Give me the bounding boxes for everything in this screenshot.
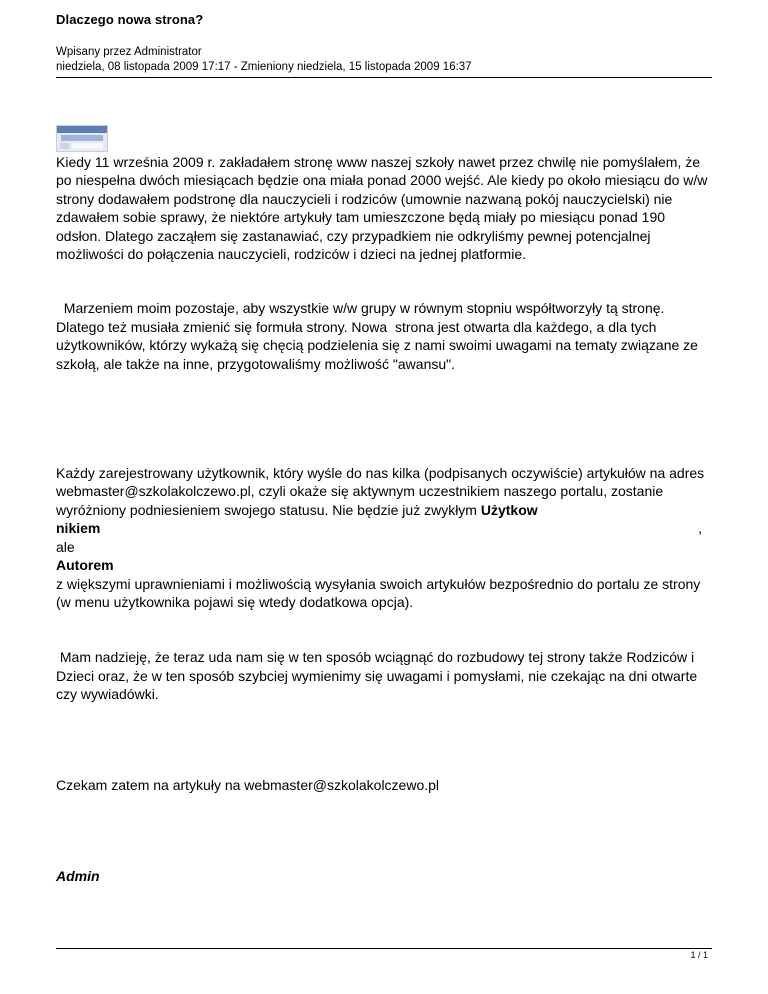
page-title: Dlaczego nowa strona?: [56, 12, 204, 27]
paragraph-3-ale: ale: [56, 538, 75, 555]
thumbnail-banner: [61, 135, 103, 141]
paragraph-3: [56, 464, 712, 611]
thumbnail-sidebar: [60, 143, 69, 149]
paragraph-3-tail: z większymi uprawnieniami i możliwością wysyłania swoich artykułów bezpośrednio do portalu ze strony (w menu użytkownika pojawi się wtedy dodatkowa opcja).: [56, 575, 701, 610]
paragraph-4: Mam nadzieję, że teraz uda nam się w ten sposób wciągnąć do rozbudowy tej strony także Rodziców i Dzieci oraz, że w ten sposób szybciej wymienimy się uwagami i pomysłami, nie czekając na dni otwarte czy wywiadówki.: [56, 649, 702, 703]
paragraph-1: Kiedy 11 września 2009 r. zakładałem stronę www naszej szkoły nawet przez chwilę nie pomyślałem, że po niespełna dwóch miesiącach będzie ona miała ponad 2000 wejść. Ale kiedy po około miesiącu do w/w strony dodawałem podstronę dla nauczycieli i rodziców (umownie nazwaną pokój nauczycielski) nie zdawałem sobie sprawy, że niektóre artykuły tam umieszczone będą miały po miesiącu ponad 190 odsłon. Dlatego zacząłem się zastanawiać, czy przypadkiem nie odkryliśmy pewnej potencjalnej możliwości do połączenia nauczycieli, rodziców i dzieci na jednej platformie.: [56, 154, 708, 263]
paragraph-5: Czekam zatem na artykuły na webmaster@szkolakolczewo.pl: [56, 776, 440, 793]
dates-line: niedziela, 08 listopada 2009 17:17 - Zmieniony niedziela, 15 listopada 2009 16:37: [56, 61, 472, 73]
article-body: [56, 153, 712, 885]
role-comma: ,: [698, 520, 702, 537]
user-role-bold-start: Użytkow: [480, 501, 538, 518]
footer-divider: [56, 948, 712, 949]
author-line: Wpisany przez Administrator: [56, 46, 202, 58]
thumbnail-header-band: [57, 126, 107, 133]
user-role-bold-end: nikiem: [56, 520, 101, 537]
paragraph-3-role-line: [56, 519, 712, 537]
paragraph-3-text: Każdy zarejestrowany użytkownik, który wyśle do nas kilka (podpisanych oczywiście) artykułów na adres webmaster@szkolakolczewo.pl, czyli okaże się aktywnym uczestnikiem naszego portalu, zostanie wyróżniony podniesieniem swojego statusu. Nie będzie już zwykłym: [56, 465, 705, 518]
website-screenshot-thumbnail: [56, 125, 108, 152]
paragraph-2: Marzeniem moim pozostaje, aby wszystkie w/w grupy w równym stopniu współtworzyły tą stronę. Dlatego też musiała zmienić się formuła strony. Nowa strona jest otwarta dla każdego, a dla tych użytkowników, którzy wykażą się chęcią podzielenia się z nami swoimi uwagami na tematy związane ze szkołą, ale także na inne, przygotowaliśmy możliwość "awansu".: [56, 300, 702, 372]
author-role-bold: Autorem: [56, 557, 114, 574]
thumbnail-content: [72, 143, 103, 149]
header-divider: [56, 77, 712, 78]
signature: Admin: [56, 867, 100, 884]
page-number: 1 / 1: [690, 950, 708, 960]
